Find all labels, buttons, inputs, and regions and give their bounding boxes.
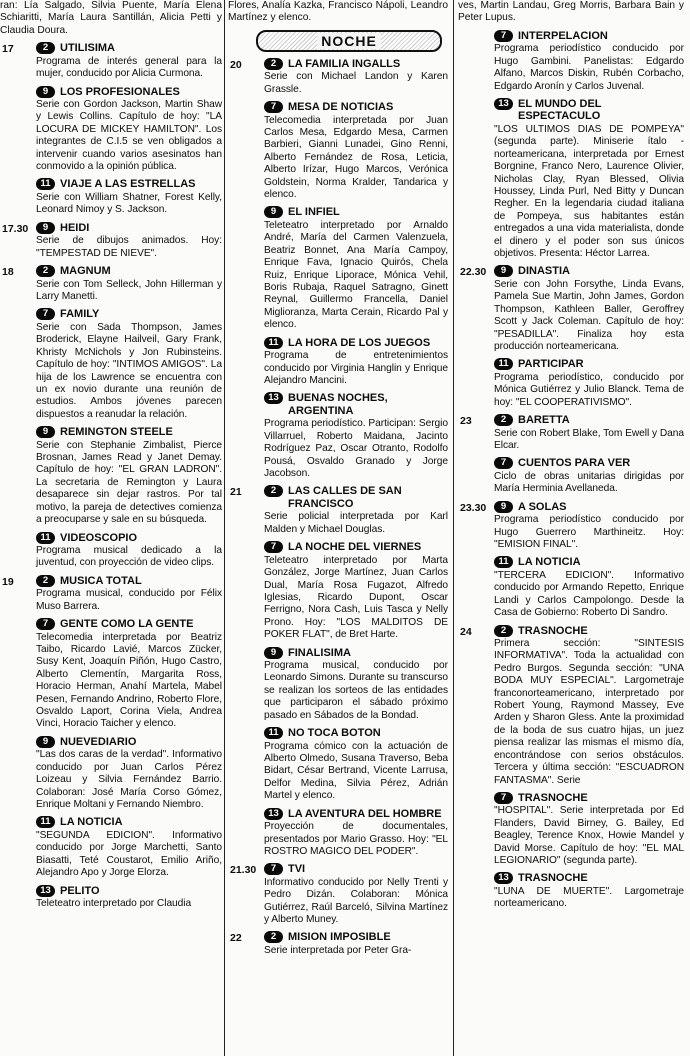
program-title-row [36, 222, 222, 235]
program-entry [36, 86, 222, 174]
program-description: Programa periodístico, conducido por Mónica Gutiérrez y Julio Blanck. Tema de hoy: "EL COOPERATIVISMO". [494, 371, 684, 408]
channel-badge: 2 [36, 42, 55, 54]
program-entry [36, 426, 222, 526]
time-slot [0, 265, 222, 570]
channel-badge: 2 [264, 485, 283, 497]
program-title: MESA DE NOTICIAS [288, 101, 394, 114]
program-title: BARETTA [518, 414, 570, 427]
program-description: "HOSPITAL". Serie interpretada por Ed Flanders, David Birney, G. Bailey, Ed Beagley, Terence Knox, Howie Mandel y David Morse. Capítulo de hoy: "EL MAL LEGIONARIO" (segunda parte). [494, 805, 684, 867]
program-title: MISION IMPOSIBLE [288, 931, 391, 944]
program-title-row [36, 265, 222, 278]
channel-badge: 7 [494, 30, 513, 42]
program-title-row [264, 485, 448, 510]
channel-badge: 2 [264, 58, 283, 70]
program-description: Serie policial interpretada por Karl Malden y Michael Douglas. [264, 511, 448, 535]
slot-time: 18 [2, 266, 14, 279]
program-entry [264, 863, 448, 926]
program-title: LOS PROFESIONALES [60, 85, 180, 98]
channel-badge: 2 [36, 265, 55, 277]
program-entry [264, 58, 448, 96]
program-description: Programa periodístico. Participan: Sergio Villarruel, Roberto Maidana, Jacinto Rodríguez Paz, Oscar Otranto, Rodolfo Pousá, Osvaldo Granado y Jorge Jacobson. [264, 418, 448, 479]
channel-badge: 11 [264, 727, 283, 739]
slot-time: 19 [2, 575, 14, 588]
program-title-row [494, 556, 684, 569]
program-title: HEIDI [60, 221, 90, 234]
program-description: "LUNA DE MUERTE". Largometraje norteamericano. [494, 885, 684, 910]
program-title-row [494, 792, 684, 805]
program-description: Teleteatro interpretado por Claudia [36, 898, 192, 910]
program-title: LA FAMILIA INGALLS [288, 57, 401, 70]
noche-banner [256, 30, 442, 52]
slot-time: 22 [230, 932, 242, 945]
program-entry [494, 556, 684, 619]
slot-time: 20 [230, 58, 242, 71]
program-title-row [36, 618, 222, 631]
program-title: PELITO [60, 884, 100, 897]
program-title-row [264, 647, 448, 660]
program-title-row [36, 532, 222, 545]
program-description: "LOS ULTIMOS DIAS DE POMPEYA" (segunda parte). Miniserie ítalo - norteamericana, interpretada por Ernest Borgnine, Franco Nero, Laurence Olivier, Nicholas Clay, Ryan Blessed, Olivia Houssey, Linda Purl, Ned Bitty y Duncan Regher. En la legendaria ciudad italiana de Pompeya, sus habitantes están entregados a una vida materialista, donde el dinero y el poder son sus únicos objetivos. Presenta: Héctor Larrea. [494, 123, 684, 259]
program-title: TRASNOCHE [518, 624, 588, 637]
program-title-row [36, 736, 222, 749]
slot-time: 23.30 [460, 501, 487, 514]
program-description: Serie con Sada Thompson, James Broderick, Elayne Hailveil, Gary Frank, Khristy McNichols y Jon Rubinsteins. Capítulo de hoy: "INTIMOS AMIGOS". La hija de los Lawrence se encuentra con un ex novio durante una reunión de estudios. Ambos jóvenes parecen dispuestos a reanudar la relación. [36, 321, 222, 420]
program-description: Programa musical, conducido por Félix Muso Barrera. [36, 588, 222, 612]
channel-badge: 13 [36, 885, 55, 897]
column-1 [0, 0, 222, 1056]
program-entry [494, 457, 684, 495]
program-title: LA NOTICIA [518, 556, 581, 569]
time-slot [458, 501, 684, 620]
program-title: NO TOCA BOTON [288, 727, 381, 740]
program-description: Informativo conducido por Nelly Trenti y Pedro Dizán. Colaboran: Mónica Gutiérrez, Raúl Barceló, Silvina Martínez y Alberto Muney. [264, 876, 448, 926]
program-entry [36, 736, 222, 812]
program-description: Serie con Tom Selleck, John Hillerman y Larry Manetti. [36, 278, 222, 302]
column-divider [453, 0, 454, 1056]
channel-badge: 13 [264, 392, 283, 404]
program-title: FINALISIMA [288, 646, 351, 659]
channel-badge: 11 [36, 816, 55, 828]
program-entry [36, 178, 222, 216]
column-divider [224, 0, 225, 1056]
program-title: CUENTOS PARA VER [518, 457, 631, 470]
program-entry [494, 30, 684, 93]
program-title-row [494, 358, 684, 371]
program-title: VIDEOSCOPIO [60, 531, 138, 544]
program-title-row [264, 727, 448, 740]
program-title-row [264, 101, 448, 114]
program-title: FAMILY [60, 308, 100, 321]
program-title-row [494, 625, 684, 638]
program-title-row [36, 816, 222, 829]
channel-badge: 7 [264, 863, 283, 875]
continuation-text: ran: Lía Salgado, Silvia Puente, María Elena Schiaritti, María Laura Santillán, Alicia Petti y Claudia Doura. [0, 0, 222, 36]
program-title-row [494, 501, 684, 514]
program-title-row [264, 206, 448, 219]
program-entry [264, 101, 448, 201]
program-description: "Las dos caras de la verdad". Informativo conducido por Juan Carlos Pérez Loizeau y Silvia Fernández Barrio. Colaboran: José María Corso Gómez, Enrique Moltani y Fernando Niembro. [36, 749, 222, 810]
channel-badge: 11 [36, 532, 55, 544]
program-description: Serie de dibujos animados. Hoy: "TEMPESTAD DE NIEVE". [36, 235, 222, 259]
program-description: Programa de interés general para la mujer, conducido por Alicia Curmona. [36, 55, 222, 80]
program-title: TRASNOCHE [518, 791, 588, 804]
slot-time: 17.30 [2, 222, 29, 235]
time-slot [458, 625, 684, 911]
channel-badge: 9 [36, 86, 55, 98]
program-title-row [494, 98, 684, 123]
program-description: Proyección de documentales, presentados por Mario Grasso. Hoy: "EL ROSTRO MAGICO DEL PODER". [264, 821, 448, 857]
channel-badge: 11 [36, 178, 55, 190]
channel-badge: 7 [494, 457, 513, 469]
program-title-row [36, 308, 222, 321]
program-entry [36, 575, 222, 613]
program-title-row [494, 872, 684, 885]
program-entry [494, 414, 684, 452]
program-description: Programa cómico con la actuación de Alberto Olmedo, Susana Traverso, Beba Bidart, César Bertrand, Vicente Larrusa, Delfor Medina, Silvia Pérez, Adrián Martel y elenco. [264, 740, 448, 802]
program-description: Teleteatro interpretado por Arnaldo André, María del Carmen Valenzuela, Beatriz Bonnet, Ana María Campoy, Enrique Fava, Ignacio Quirós, Chela Ruiz, Enrique Liporace, Mónica Vehil, Boris Rubaja, Raquel Satragno, Ginett Reynal, Guillermo Francella, Daniel Miglioranza, Marta Cerain, Ricardo Pal y elenco. [264, 219, 448, 331]
slot-time: 23 [460, 415, 472, 428]
program-title-row [494, 414, 684, 427]
program-title: REMINGTON STEELE [60, 426, 173, 439]
time-slot [458, 414, 684, 496]
time-slot [228, 485, 448, 858]
program-title-row [36, 178, 222, 191]
program-title: BUENAS NOCHES, ARGENTINA [288, 392, 388, 417]
program-description: Programa de entretenimientos conducido por Virginia Hanglin y Enrique Alejandro Mancini. [264, 350, 448, 386]
program-title: MUSICA TOTAL [60, 574, 142, 587]
program-entry [36, 265, 222, 303]
channel-badge: 11 [494, 556, 513, 568]
program-description: Programa periodístico conducido por Hugo Guerrero Marthineitz. Hoy: "EMISION FINAL". [494, 514, 684, 550]
program-entry [36, 618, 222, 731]
program-title-row [494, 30, 684, 43]
program-title: TRASNOCHE [518, 872, 588, 885]
program-title: INTERPELACION [518, 29, 608, 42]
slot-time: 24 [460, 625, 472, 638]
program-description: Ciclo de obras unitarias dirigidas por María Herminia Avellaneda. [494, 470, 684, 495]
program-title-row [264, 863, 448, 876]
channel-badge: 9 [494, 501, 513, 513]
program-title: LAS CALLES DE SAN FRANCISCO [288, 485, 402, 510]
program-title: DINASTIA [518, 265, 570, 278]
program-description: Serie con Michael Landon y Karen Grassle. [264, 71, 448, 95]
program-entry [494, 872, 684, 910]
program-entry [36, 222, 222, 260]
channel-badge: 11 [264, 337, 283, 349]
program-entry [264, 647, 448, 723]
program-entry [494, 265, 684, 353]
program-entry [36, 816, 222, 879]
channel-badge: 2 [264, 931, 283, 943]
program-entry [264, 206, 448, 331]
channel-badge: 2 [36, 575, 55, 587]
channel-badge: 7 [264, 541, 283, 553]
time-slot [228, 931, 448, 957]
program-description: Serie con Robert Blake, Tom Ewell y Dana Elcar. [494, 427, 684, 451]
program-title: A SOLAS [518, 500, 567, 513]
program-title-row [494, 457, 684, 470]
program-description: "TERCERA EDICION". Informativo conducido por Armando Repetto, Enrique Landi y Carlos Campolongo. Desde la Casa de Gobierno: Roberto Di Sandro. [494, 569, 684, 619]
channel-badge: 13 [264, 808, 283, 820]
program-description: Serie con Gordon Jackson, Martin Shaw y Lewis Collins. Capítulo de hoy: "LA LOCURA DE MICKEY HAMILTON". Los integrantes de C.I.5 se ven obligados a intervenir cuando varios asesinatos han conmovido a la opinión pública. [36, 99, 222, 173]
channel-badge: 9 [36, 222, 55, 234]
program-title: LA HORA DE LOS JUEGOS [288, 336, 431, 349]
slot-time: 21 [230, 486, 242, 499]
channel-badge: 2 [494, 625, 513, 637]
channel-badge: 9 [264, 206, 283, 218]
time-slot [228, 863, 448, 926]
program-entry [494, 98, 684, 260]
program-title-row [264, 392, 448, 417]
program-title-row [264, 58, 448, 71]
program-description: Serie interpretada por Peter Gra- [264, 944, 412, 956]
program-entry [494, 625, 684, 787]
program-title: VIAJE A LAS ESTRELLAS [60, 178, 196, 191]
program-entry [494, 792, 684, 868]
program-title: TVI [288, 863, 306, 876]
program-title-row [264, 541, 448, 554]
channel-badge: 7 [494, 792, 513, 804]
program-title: UTILISIMA [60, 42, 115, 55]
time-slot [0, 222, 222, 260]
slot-time: 21.30 [230, 864, 257, 877]
program-title: LA AVENTURA DEL HOMBRE [288, 807, 442, 820]
program-entry [494, 501, 684, 552]
program-title: LA NOCHE DEL VIERNES [288, 541, 422, 554]
channel-badge: 9 [494, 265, 513, 277]
program-title: EL MUNDO DEL ESPECTACULO [518, 97, 602, 123]
column-2 [228, 0, 448, 1056]
program-title-row [264, 337, 448, 350]
channel-badge: 9 [264, 647, 283, 659]
program-entry [264, 808, 448, 859]
program-description: Telecomedia interpretada por Beatriz Taibo, Ricardo Lavié, Marcos Zücker, Susy Kent, Joaquín Piñón, Hugo Castro, Alberto Clementín, Margarita Ross, Horacio Herman, Anahí Martela, Mabel Pesen, Fernando Andrino, Roberto Flore, Osvaldo Laport, Corina Viela, Andrea Vinci, Horacio Taicher y elenco. [36, 631, 222, 730]
time-slot [458, 265, 684, 409]
time-slot [0, 42, 222, 217]
channel-badge: 7 [36, 618, 55, 630]
program-entry [36, 42, 222, 80]
program-title-row [36, 575, 222, 588]
program-description: "SEGUNDA EDICION". Informativo conducido por Jorge Marchetti, Santo Biasatti, Teté Coustarot, Emilio Ariño, Alejandro Apo y Jorge Elorza. [36, 829, 222, 879]
program-title: EL INFIEL [288, 206, 340, 219]
program-description: Programa musical dedicado a la juventud, con proyección de video clips. [36, 545, 222, 569]
program-entry [264, 541, 448, 641]
program-title: GENTE COMO LA GENTE [60, 618, 194, 631]
time-slot [458, 30, 684, 261]
program-entry [264, 392, 448, 480]
continuation-text: Flores, Analía Kazka, Francisco Nápoli, Leandro Martínez y elenco. [228, 0, 448, 24]
program-title-row [36, 885, 222, 898]
program-description: Serie con Stephanie Zimbalist, Pierce Brosnan, James Read y Janet Demay. Capítulo de hoy: "EL GRAN LADRON". La secretaria de Remington y Laura desaparece sin dejar rastros. Por tal motivo, la pareja de detectives comienza a preocuparse y sale en su búsqueda. [36, 439, 222, 526]
time-slot [228, 58, 448, 481]
program-title-row [36, 86, 222, 99]
program-entry [264, 931, 448, 957]
channel-badge: 13 [494, 98, 513, 110]
slot-time: 17 [2, 43, 14, 56]
program-title-row [264, 808, 448, 821]
program-entry [264, 337, 448, 388]
channel-badge: 2 [494, 414, 513, 426]
program-title: MAGNUM [60, 265, 111, 278]
channel-badge: 7 [36, 308, 55, 320]
program-entry [36, 532, 222, 570]
program-entry [264, 727, 448, 803]
noche-banner-label: NOCHE [317, 33, 381, 49]
program-title-row [36, 426, 222, 439]
program-description: Serie con John Forsythe, Linda Evans, Pamela Sue Martin, John James, Gordon Thompson, Kathleen Baller, Geroffrey Scott y Jack Coleman. Capítulo de hoy: "PESADILLA". Finaliza hoy esta producción norteamericana. [494, 278, 684, 352]
program-description: Programa musical, conducido por Leonardo Simons. Durante su transcurso se realizan los sorteos de las entidades que participaron el sábado próximo pasado en Sábados de la Bondad. [264, 660, 448, 721]
program-description: Serie con William Shatner, Forest Kelly, Leonard Nimoy y S. Jackson. [36, 191, 222, 216]
program-description: Programa periodístico conducido por Hugo Gambini. Panelistas: Edgardo Alfano, Marcos Diskin, Rubén Corbacho, Edgardo Aronín y Carlos Juvenal. [494, 43, 684, 92]
channel-badge: 13 [494, 872, 513, 884]
channel-badge: 9 [36, 426, 55, 438]
program-description: Teleteatro interpretado por Marta González, Jorge Martínez, Juan Carlos Dual, María Rosa Fugazot, Alfredo Iglesias, Ricardo Dupont, Oscar Ferrigno, Nora Cash, Luis Tasca y Nelly Prono. Hoy: "LOS MALDITOS DE POKER FLAT", de Bret Harte. [264, 554, 448, 641]
channel-badge: 7 [264, 101, 283, 113]
program-title-row [264, 931, 448, 944]
channel-badge: 11 [494, 358, 513, 370]
program-entry [494, 358, 684, 409]
program-entry [36, 885, 222, 911]
continuation-text: ves, Martin Landau, Greg Morris, Barbara Bain y Peter Lupus. [458, 0, 684, 24]
program-title: NUEVEDIARIO [60, 735, 137, 748]
column-3 [458, 0, 684, 1056]
program-entry [36, 308, 222, 421]
program-title-row [36, 42, 222, 55]
program-title-row [494, 265, 684, 278]
time-slot [0, 575, 222, 911]
program-description: Telecomedia interpretada por Juan Carlos Mesa, Edgardo Mesa, Carmen Barbieri, Gianni Lunadei, Gino Renni, Alberto Fernández de Rosa, Leticia, Alberto Irízar, Hugo Marcos, Verónica Goldstein, Norma Kralder, Tandarica y elenco. [264, 114, 448, 201]
channel-badge: 9 [36, 736, 55, 748]
program-entry [264, 485, 448, 536]
program-title: LA NOTICIA [60, 816, 123, 829]
program-description: Primera sección: "SINTESIS INFORMATIVA". Toda la actualidad con Pedro Burgos. Segunda sección: "UNA BODA MUY ESPECIAL". Largometraje franconorteamericano, interpretado por Robert Young, Raymond Massey, Eve Arden y Sharon Gless. Ante la proximidad de la boda de sus cuatro hijas, un juez piensa realizar las mismas el mismo día, encontrándose con serios obstáculos. Tercera y última sección: "ESCUADRON FANTASMA". Serie [494, 638, 684, 786]
slot-time: 22.30 [460, 266, 487, 279]
program-title: PARTICIPAR [518, 358, 584, 371]
